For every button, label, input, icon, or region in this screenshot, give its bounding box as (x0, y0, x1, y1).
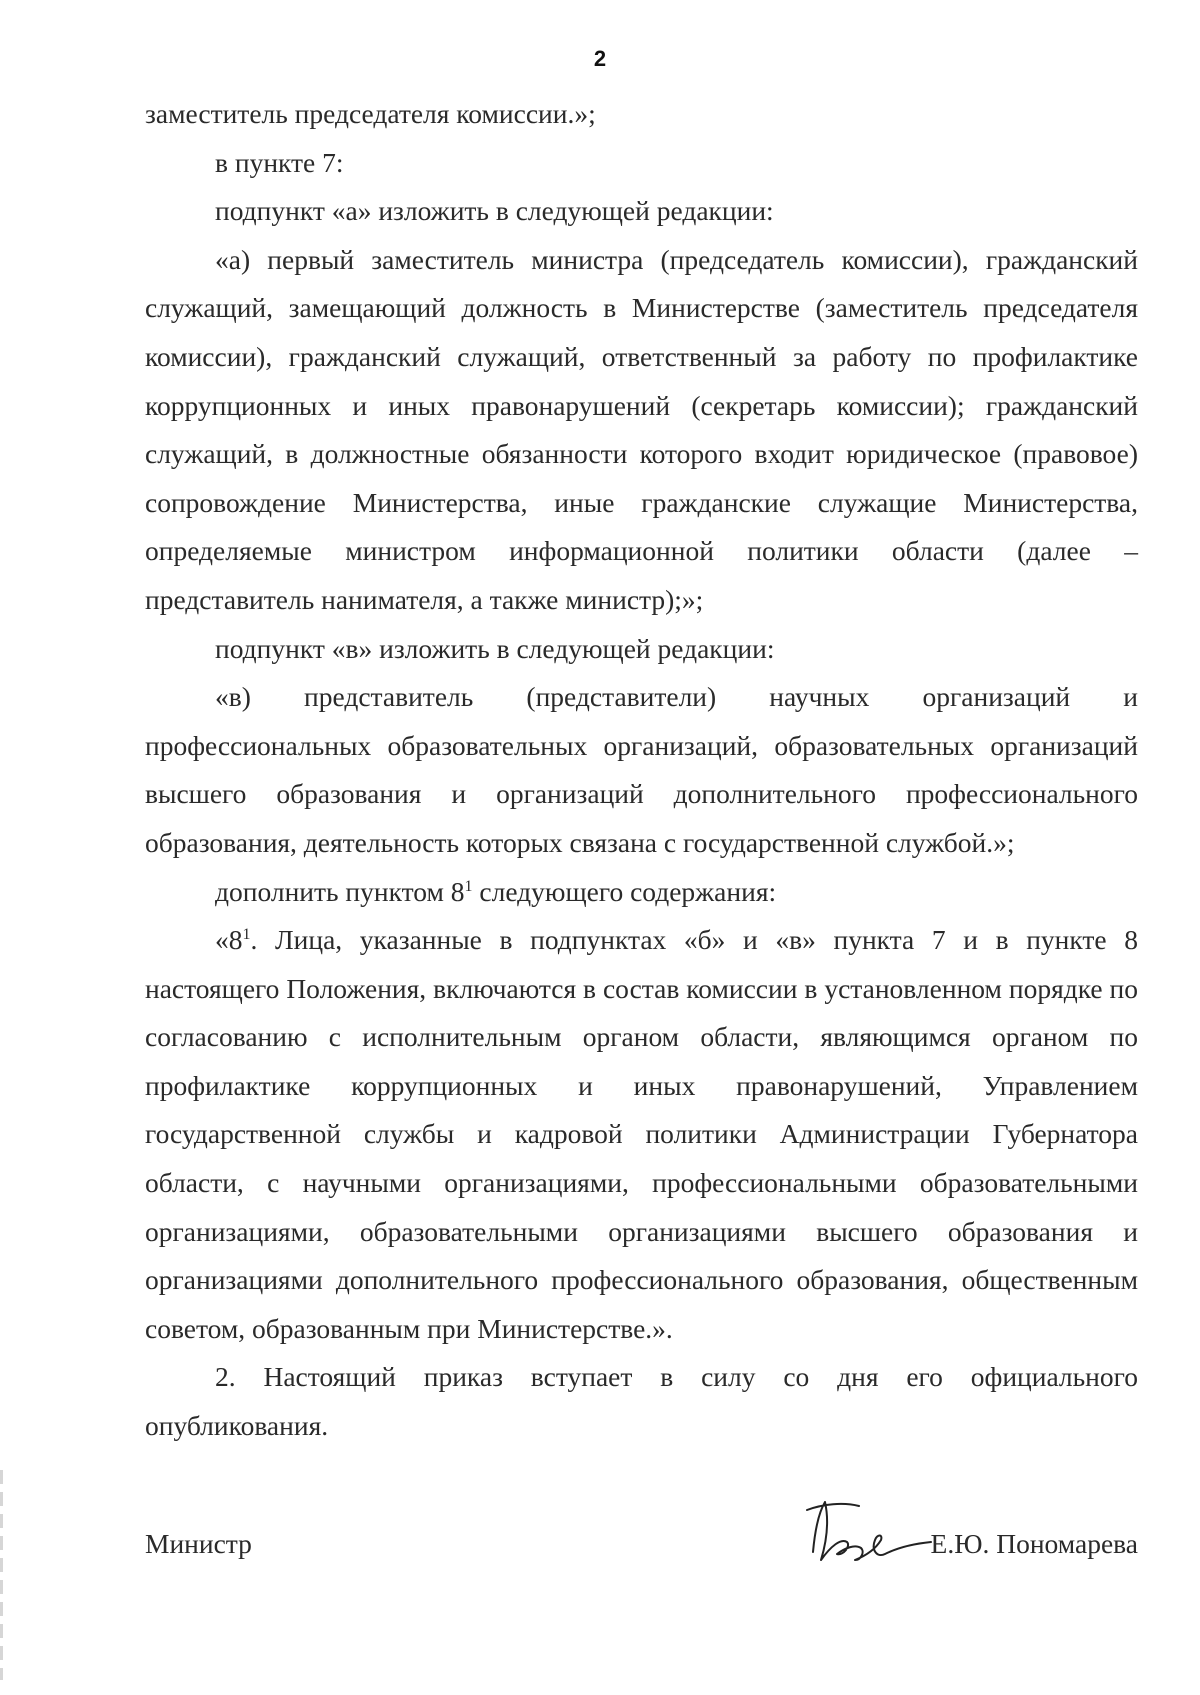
paragraph-point-8-1-text (145, 916, 1138, 1353)
paragraph-subpoint-a-text: «а) первый заместитель министра (председатель комиссии), гражданский служащий, замещающий должность в Министерстве (заместитель председателя комиссии), гражданский служащий, ответственный за работу по профилактике коррупционных и иных правонарушений (секретарь комиссии); гражданский служащий, в должностные обязанности которого входит юридическое (правовое) сопровождение Министерства, иные гражданские служащие Министерства, определяемые министром информационной политики области (далее – представитель нанимателя, а также министр);»; (145, 243, 1138, 615)
paragraph-continuation: заместитель председателя комиссии.»; (145, 98, 596, 129)
paragraph-entry-into-force: 2. Настоящий приказ вступает в силу со дня его официального опубликования. (145, 1361, 1138, 1442)
paragraph-add-point-8-1 (145, 868, 1138, 917)
text-fragment: следующего содержания: (472, 875, 777, 907)
text-fragment: . Лица, указанные в подпунктах «б» и «в» пункта 7 и в пункте 8 настоящего Положения, включаются в состав комиссии в установленном порядке по согласованию с исполнительным органом области, являющимся органом по профилактике коррупционных и иных правонарушений, Управлением государственной службы и кадровой политики Администрации Губернатора области, с научными организациями, профессиональными образовательными организациями, образовательными организациями высшего образования и организациями дополнительного профессионального образования, общественным советом, образованным при Министерстве.». (145, 924, 1138, 1344)
text-fragment: «8 (215, 924, 243, 956)
signature-block (145, 1510, 1138, 1580)
superscript: 1 (464, 877, 473, 895)
superscript: 1 (242, 926, 251, 944)
handwritten-signature (785, 1490, 935, 1585)
signatory-title: Министр (145, 1528, 252, 1559)
paragraph-point-7: в пункте 7: (215, 146, 344, 178)
paragraph-subpoint-v-intro: подпункт «в» изложить в следующей редакции: (215, 632, 775, 664)
document-body (145, 90, 1138, 1451)
page-number: 2 (593, 46, 607, 71)
paragraph-subpoint-a-intro: подпункт «а» изложить в следующей редакции: (215, 195, 774, 227)
scan-edge-artifact (0, 1470, 3, 1680)
signatory-name: Е.Ю. Пономарева (930, 1528, 1138, 1559)
paragraph-subpoint-v-text: «в) представитель (представители) научных организаций и профессиональных образовательных организаций, образовательных организаций высшего образования и организаций дополнительного профессионального образования, деятельность которых связана с государственной службой.»; (145, 681, 1138, 858)
text-fragment: дополнить пунктом 8 (215, 875, 465, 907)
